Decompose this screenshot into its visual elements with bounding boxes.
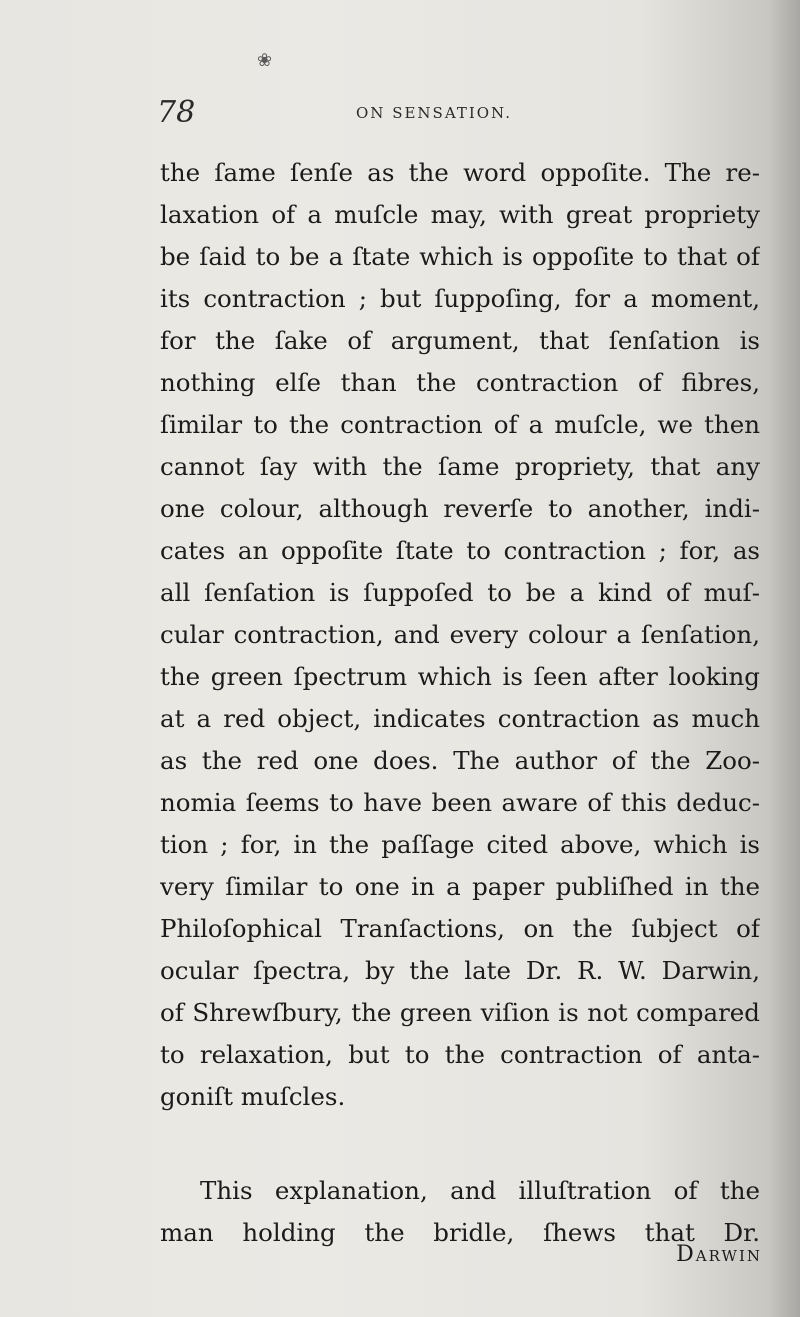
text-line: laxation of a muſcle may, with great propriety bbox=[160, 200, 760, 229]
page-number: 78 bbox=[157, 95, 196, 130]
paragraph-gap bbox=[160, 1118, 760, 1170]
text-line: at a red object, indicates contraction as much bbox=[160, 704, 760, 733]
text-line: all ſenſation is ſuppoſed to be a kind of muſ- bbox=[160, 578, 760, 607]
text-line: for the ſake of argument, that ſenſation is bbox=[160, 326, 760, 355]
ornament-mark: ❀ bbox=[257, 50, 271, 71]
text-line: Philoſophical Tranſactions, on the ſubject of bbox=[160, 914, 760, 943]
text-line: to relaxation, but to the contraction of anta- bbox=[160, 1040, 760, 1069]
text-line: the ſame ſenſe as the word oppoſite. The re- bbox=[160, 158, 760, 187]
text-line: one colour, although reverſe to another, indi- bbox=[160, 494, 760, 523]
text-line: ſimilar to the contraction of a muſcle, we then bbox=[160, 410, 760, 439]
text-line: tion ; for, in the paſſage cited above, which is bbox=[160, 830, 760, 859]
text-line: nothing elſe than the contraction of fibres, bbox=[160, 368, 760, 397]
text-line: cannot ſay with the ſame propriety, that any bbox=[160, 452, 760, 481]
text-line: of Shrewſbury, the green viſion is not compared bbox=[160, 998, 760, 1027]
text-line: as the red one does. The author of the Zoo- bbox=[160, 746, 760, 775]
text-line: be ſaid to be a ſtate which is oppoſite to that of bbox=[160, 242, 760, 271]
text-line: the green ſpectrum which is ſeen after looking bbox=[160, 662, 760, 691]
text-line: very ſimilar to one in a paper publiſhed in the bbox=[160, 872, 760, 901]
paragraph-1 bbox=[160, 152, 760, 1118]
text-line: man holding the bridle, ſhews that Dr. bbox=[160, 1218, 760, 1247]
text-line: nomia ſeems to have been aware of this deduc- bbox=[160, 788, 760, 817]
text-line: This explanation, and illuſtration of the bbox=[200, 1176, 760, 1205]
text-line: goniſt muſcles. bbox=[160, 1082, 346, 1111]
catchword: Darwin bbox=[676, 1242, 762, 1267]
text-line: cates an oppoſite ſtate to contraction ; for, as bbox=[160, 536, 760, 565]
running-title: ON SENSATION. bbox=[356, 104, 512, 122]
text-line: its contraction ; but ſuppoſing, for a moment, bbox=[160, 284, 760, 313]
paragraph-2 bbox=[160, 1170, 760, 1254]
text-line: ocular ſpectra, by the late Dr. R. W. Darwin, bbox=[160, 956, 760, 985]
text-line: cular contraction, and every colour a ſenſation, bbox=[160, 620, 760, 649]
body-text bbox=[160, 152, 760, 1254]
